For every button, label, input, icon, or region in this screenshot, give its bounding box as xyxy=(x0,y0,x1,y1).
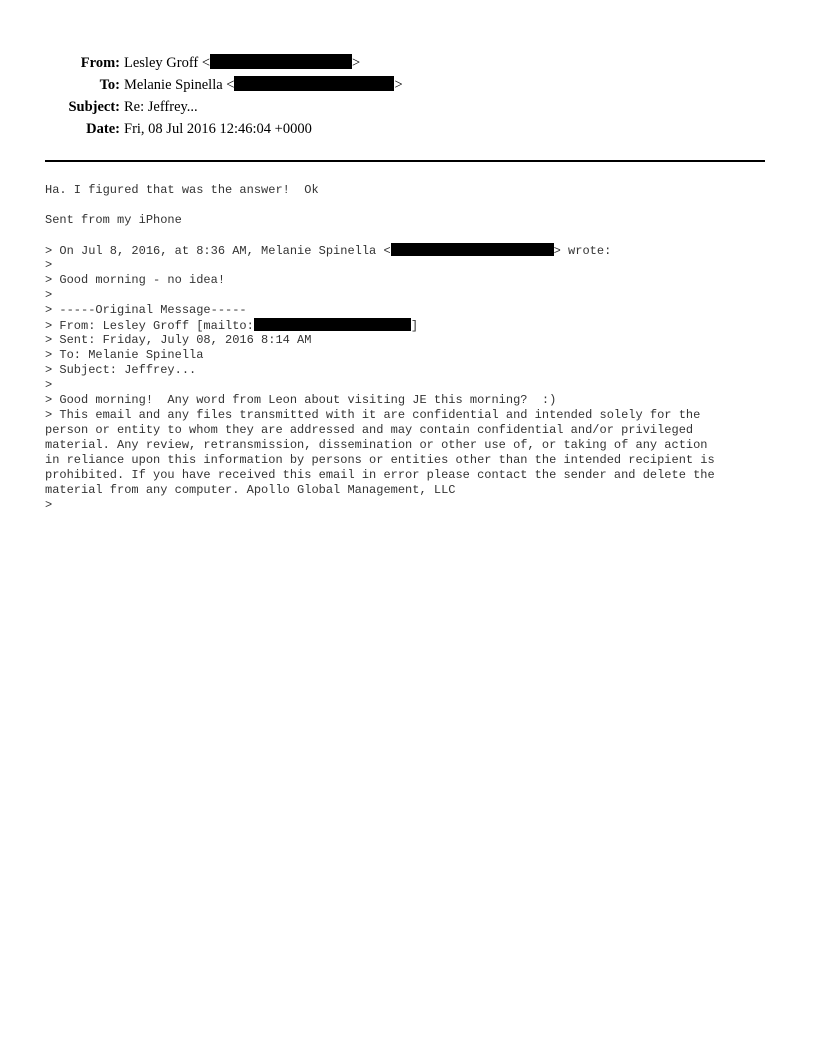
disclaimer-line: person or entity to whom they are addressed and may contain confidential and/or privileged xyxy=(45,423,694,437)
quote-on-prefix: > On Jul 8, 2016, at 8:36 AM, Melanie Spinella < xyxy=(45,244,391,258)
disclaimer-line: prohibited. If you have received this email in error please contact the sender and delete the xyxy=(45,468,715,482)
quote-line: > To: Melanie Spinella xyxy=(45,348,204,362)
body-line: Sent from my iPhone xyxy=(45,213,182,227)
to-row xyxy=(0,74,816,96)
quote-from-suffix: ] xyxy=(410,319,419,333)
quote-line: > xyxy=(45,288,53,302)
subject-value: Re: Jeffrey... xyxy=(124,99,198,115)
body-line: Ha. I figured that was the answer! Ok xyxy=(45,183,319,197)
email-body xyxy=(45,183,775,513)
quote-on-suffix: > wrote: xyxy=(553,244,612,258)
from-close: > xyxy=(352,55,361,71)
date-row xyxy=(0,118,816,140)
from-label: From: xyxy=(80,55,120,71)
redacted-email-block xyxy=(210,54,352,69)
disclaimer-line: > This email and any files transmitted with it are confidential and intended solely for the xyxy=(45,408,701,422)
to-close: > xyxy=(394,77,403,93)
redacted-email-block xyxy=(254,318,411,331)
quote-line: > xyxy=(45,378,53,392)
to-label: To: xyxy=(99,77,120,93)
from-name: Lesley Groff < xyxy=(124,55,211,71)
to-name: Melanie Spinella < xyxy=(124,77,235,93)
subject-row xyxy=(0,96,816,118)
disclaimer-line: material. Any review, retransmission, dissemination or other use of, or taking of any action xyxy=(45,438,708,452)
quote-line: > Good morning! Any word from Leon about visiting JE this morning? :) xyxy=(45,393,557,407)
disclaimer-line: material from any computer. Apollo Global Management, LLC xyxy=(45,483,456,497)
email-header xyxy=(0,52,816,140)
quote-line: > -----Original Message----- xyxy=(45,303,247,317)
date-value: Fri, 08 Jul 2016 12:46:04 +0000 xyxy=(124,121,312,137)
quote-line: > Good morning - no idea! xyxy=(45,273,226,287)
quote-line xyxy=(45,318,775,333)
quote-line: > xyxy=(45,498,53,512)
disclaimer-line: in reliance upon this information by persons or entities other than the intended recipient is xyxy=(45,453,715,467)
blank-line xyxy=(45,198,775,213)
quote-line: > Subject: Jeffrey... xyxy=(45,363,197,377)
blank-line xyxy=(45,228,775,243)
quote-line: > xyxy=(45,258,53,272)
from-row xyxy=(0,52,816,74)
from-value xyxy=(120,52,360,74)
subject-label: Subject: xyxy=(68,99,120,115)
header-divider xyxy=(45,160,765,162)
quote-line xyxy=(45,243,775,258)
quote-from-prefix: > From: Lesley Groff [mailto: xyxy=(45,319,254,333)
to-value xyxy=(120,74,403,96)
quote-line: > Sent: Friday, July 08, 2016 8:14 AM xyxy=(45,333,312,347)
date-label: Date: xyxy=(86,121,120,137)
redacted-email-block xyxy=(391,243,554,256)
redacted-email-block xyxy=(234,76,394,91)
